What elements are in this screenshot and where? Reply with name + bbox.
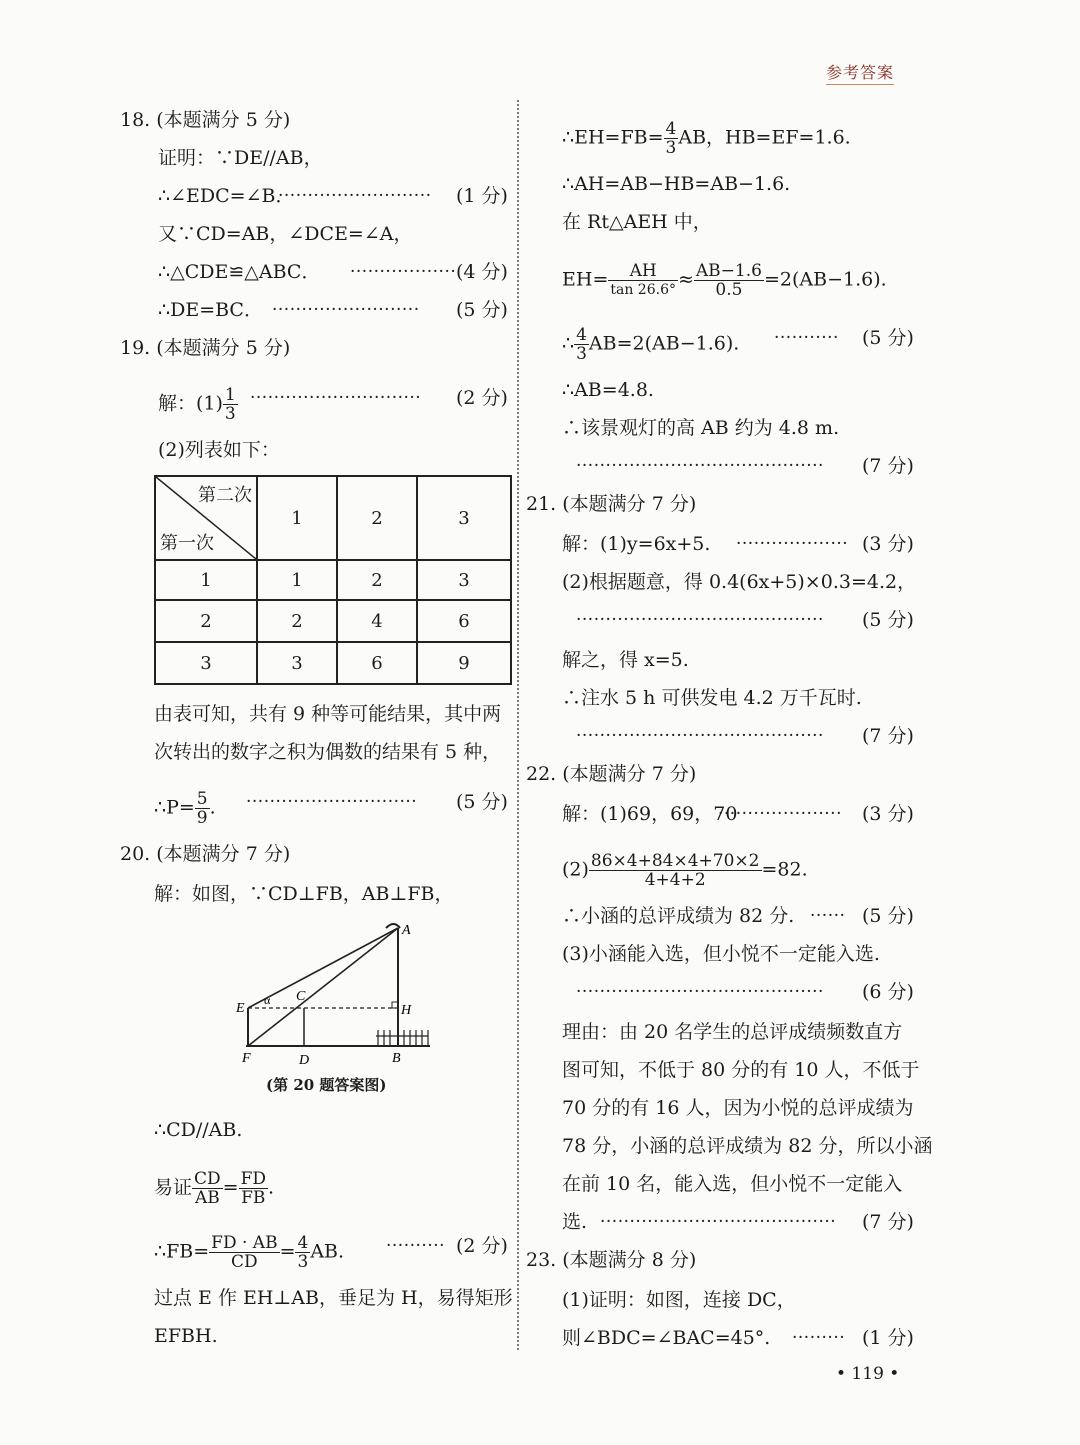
q20c-eh-prefix: ∴EH=FB= (562, 126, 664, 149)
q18-title: 18. (本题满分 5 分) (120, 109, 291, 131)
table-row (155, 600, 511, 642)
q22-line1: 解：(1)69，69，70 (562, 803, 738, 825)
fraction (664, 120, 679, 157)
q18-score5: (5 分) (456, 299, 508, 321)
dot-leader: ········································ (600, 1212, 837, 1232)
q22-line3: ∴小涵的总评成绩为 82 分. (562, 905, 795, 927)
fraction-numerator: AH (608, 262, 678, 281)
table-cell: 9 (417, 642, 511, 684)
q18-score2: (1 分) (456, 185, 508, 207)
dot-leader: ····················· (718, 804, 842, 824)
label-F: F (242, 1051, 251, 1066)
fraction-numerator: 86×4+84×4+70×2 (590, 851, 760, 871)
q22-line8: 78 分，小涵的总评成绩为 82 分，所以小涵 (562, 1135, 933, 1157)
dot-leader: ························· (272, 300, 420, 320)
q20c-line3: 在 Rt△AEH 中， (562, 211, 712, 233)
q20-fb-suffix: AB. (310, 1240, 345, 1263)
fraction-denominator: 9 (196, 808, 208, 828)
q18-line2: ∴∠EDC=∠B． (158, 185, 295, 207)
q19-line3: 由表可知，共有 9 种等可能结果，其中两 (154, 703, 502, 725)
table-cell: 4 (337, 600, 417, 642)
dot-leader: ··········· (774, 328, 839, 348)
label-E: E (236, 1001, 245, 1016)
q18-line4: ∴△CDE≌△ABC． (158, 261, 321, 283)
dot-leader: ····························· (250, 388, 422, 408)
table-row-header: 1 (155, 560, 257, 600)
q19-part1-prefix: 解：(1) (158, 392, 223, 415)
q19-line2: (2)列表如下： (158, 439, 280, 461)
table-corner-cell (155, 476, 257, 560)
q22-score4: (6 分) (862, 981, 914, 1003)
q21-score4: (7 分) (862, 725, 914, 747)
q23-score2: (1 分) (862, 1327, 914, 1349)
dot-leader: ······ (810, 906, 846, 926)
q20-easy-prefix: 易证 (154, 1176, 193, 1199)
table-cell: 3 (417, 560, 511, 600)
fraction (239, 1170, 268, 1207)
probability-table (154, 475, 512, 685)
fraction (195, 790, 210, 827)
table-cell: 6 (417, 600, 511, 642)
q20-line1: 解：如图，∵CD⊥FB，AB⊥FB， (154, 883, 454, 905)
table-col-header: 1 (257, 476, 337, 560)
q20c-line6: ∴AB=4.8. (562, 379, 654, 401)
q22-line2 (562, 852, 808, 889)
q18-line3: 又∵CD=AB，∠DCE=∠A， (158, 223, 413, 245)
dot-leader: ····························· (246, 792, 418, 812)
label-B: B (392, 1051, 401, 1066)
fraction-numerator: CD (194, 1169, 221, 1189)
q22-part2-suffix: =82. (761, 858, 808, 881)
label-D: D (299, 1053, 310, 1068)
q20c-score7: (7 分) (862, 455, 914, 477)
q22-line6: 图可知，不低于 80 分的有 10 人，不低于 (562, 1059, 920, 1081)
fraction (192, 1170, 223, 1207)
table-col-header: 3 (417, 476, 511, 560)
q20c-line2: ∴AH=AB−HB=AB−1.6. (562, 173, 791, 195)
q18-line5: ∴DE=BC． (158, 299, 263, 321)
q20c-line5: ∴ $\frac{4}{3}$ AB=2(AB−1.6). (562, 325, 740, 364)
q21-score1: (3 分) (862, 533, 914, 555)
q21-line1: 解：(1)y=6x+5. (562, 533, 711, 555)
fraction-numerator: FD · AB (211, 1233, 278, 1253)
dot-leader: ·········································· (576, 456, 824, 476)
fraction-denominator: 4+4+2 (644, 870, 706, 890)
fraction-numerator: 5 (196, 789, 208, 809)
q23-line1: (1)证明：如图，连接 DC， (562, 1289, 796, 1311)
header-second-draw: 第二次 (198, 485, 252, 506)
q19-line1 (158, 386, 238, 423)
table-cell: 1 (257, 560, 337, 600)
q20c-tan-prefix: EH= (562, 268, 609, 291)
q19-prob-prefix: ∴P= (154, 796, 195, 819)
dot-leader: ·········· (386, 1236, 446, 1256)
figure-caption: (第 20 题答案图) (266, 1076, 387, 1094)
table-cell: 3 (257, 642, 337, 684)
page-number: • 119 • (836, 1364, 900, 1384)
dot-leader: ··················· (736, 534, 849, 554)
q19-score5: (5 分) (456, 791, 508, 813)
fraction-denominator: 3 (576, 344, 587, 364)
label-C: C (296, 989, 306, 1004)
q22-score10: (7 分) (862, 1211, 914, 1233)
fraction-denominator: AB (194, 1188, 220, 1208)
fraction-numerator: FD (240, 1169, 267, 1189)
q20c-line7: ∴该景观灯的高 AB 约为 4.8 m. (562, 417, 840, 439)
q19-line5 (154, 790, 216, 827)
fraction-denominator: FB (241, 1188, 266, 1208)
q23-title: 23. (本题满分 8 分) (526, 1249, 697, 1271)
fraction (608, 262, 678, 299)
dot-leader: ·········································· (576, 610, 824, 630)
q23-line2: 则∠BDC=∠BAC=45°. (562, 1327, 771, 1349)
q20-figure (228, 912, 438, 1072)
fraction-numerator: 4 (665, 119, 677, 139)
q22-line10: 选. (562, 1211, 588, 1233)
q20-line2: ∴CD//AB. (154, 1119, 243, 1141)
fraction (209, 1234, 279, 1271)
q21-line4: ∴注水 5 h 可供发电 4.2 万千瓦时. (562, 687, 862, 709)
q22-line9: 在前 10 名，能入选，但小悦不一定能入 (562, 1173, 903, 1195)
q20-line4: ∴FB= $\frac{FD \cdot AB}{CD}$ = $\frac{4}{3}$ AB. (154, 1233, 345, 1272)
q21-line3: 解之，得 x=5. (562, 649, 689, 671)
fraction-denominator: 3 (297, 1252, 309, 1272)
fraction (574, 326, 589, 363)
table-row (155, 642, 511, 684)
fraction-numerator: 1 (224, 385, 236, 405)
q20c-tan-suffix: =2(AB−1.6). (763, 268, 887, 291)
dot-leader: ········· (792, 1328, 846, 1348)
fraction (295, 1234, 310, 1271)
q20c-eq-suffix: AB=2(AB−1.6). (588, 332, 740, 355)
fraction (694, 262, 764, 299)
table-cell: 2 (257, 600, 337, 642)
fraction-denominator: tan 26.6° (610, 282, 676, 298)
table-row-header: 3 (155, 642, 257, 684)
fraction-denominator: 3 (665, 138, 677, 158)
table-col-header: 2 (337, 476, 417, 560)
label-alpha: α (264, 993, 271, 1007)
table-row (155, 560, 511, 600)
q20-title: 20. (本题满分 7 分) (120, 843, 291, 865)
q21-line2: (2)根据题意，得 0.4(6x+5)×0.3=4.2， (562, 571, 917, 593)
q20-line3: 易证 $\frac{CD}{AB}$ = $\frac{FD}{FB}$ . (154, 1169, 275, 1208)
fraction-numerator: AB−1.6 (695, 261, 762, 281)
table-header-row (155, 476, 511, 560)
q22-score3: (5 分) (862, 905, 914, 927)
label-H: H (401, 1003, 412, 1018)
label-A: A (402, 923, 411, 938)
q21-title: 21. (本题满分 7 分) (526, 493, 697, 515)
fraction-denominator: CD (231, 1252, 258, 1272)
q20-line6: EFBH. (154, 1325, 218, 1347)
q21-score2: (5 分) (862, 609, 914, 631)
q20-line5: 过点 E 作 EH⊥AB，垂足为 H，易得矩形 (154, 1287, 513, 1309)
q20c-score5: (5 分) (862, 327, 914, 349)
q20c-line1 (562, 120, 851, 157)
table-cell: 6 (337, 642, 417, 684)
q20c-line4: EH= $\frac{AH}{\tan 26.6^\circ}$ ≈ $\frac{AB-1.6}{0.5}$ =2(AB−1.6). (562, 261, 887, 300)
fraction (223, 386, 238, 423)
section-tag: 参考答案 (826, 60, 894, 85)
table-cell: 2 (337, 560, 417, 600)
q22-part2-prefix: (2) (562, 858, 589, 881)
dot-leader: ·········································· (576, 726, 824, 746)
q19-score1: (2 分) (456, 387, 508, 409)
q20c-eh-suffix: AB，HB=EF=1.6. (678, 126, 851, 149)
q22-line4: (3)小涵能入选，但小悦不一定能入选. (562, 943, 880, 965)
dot-leader: ·························· (278, 186, 432, 206)
q19-prob-suffix: . (209, 796, 216, 819)
table-row-header: 2 (155, 600, 257, 642)
q19-title: 19. (本题满分 5 分) (120, 337, 291, 359)
header-first-draw: 第一次 (160, 533, 214, 554)
column-divider (517, 100, 519, 1350)
fraction-numerator: 4 (576, 325, 587, 345)
q19-line4: 次转出的数字之积为偶数的结果有 5 种， (154, 741, 502, 763)
q22-line7: 70 分的有 16 人，因为小悦的总评成绩为 (562, 1097, 914, 1119)
fraction-denominator: 0.5 (715, 280, 743, 300)
fraction-denominator: 3 (224, 404, 236, 424)
dot-leader: ·················· (350, 262, 457, 282)
q22-line5: 理由：由 20 名学生的总评成绩频数直方 (562, 1021, 903, 1043)
q20-fb-prefix: ∴FB= (154, 1240, 210, 1263)
dot-leader: ·········································· (576, 982, 824, 1002)
q18-line1: 证明：∵DE//AB， (158, 147, 323, 169)
fraction (589, 852, 762, 889)
q18-score4: (4 分) (456, 261, 508, 283)
q20-score4: (2 分) (456, 1235, 508, 1257)
fraction-numerator: 4 (297, 1233, 309, 1253)
q22-title: 22. (本题满分 7 分) (526, 763, 697, 785)
q22-score1: (3 分) (862, 803, 914, 825)
